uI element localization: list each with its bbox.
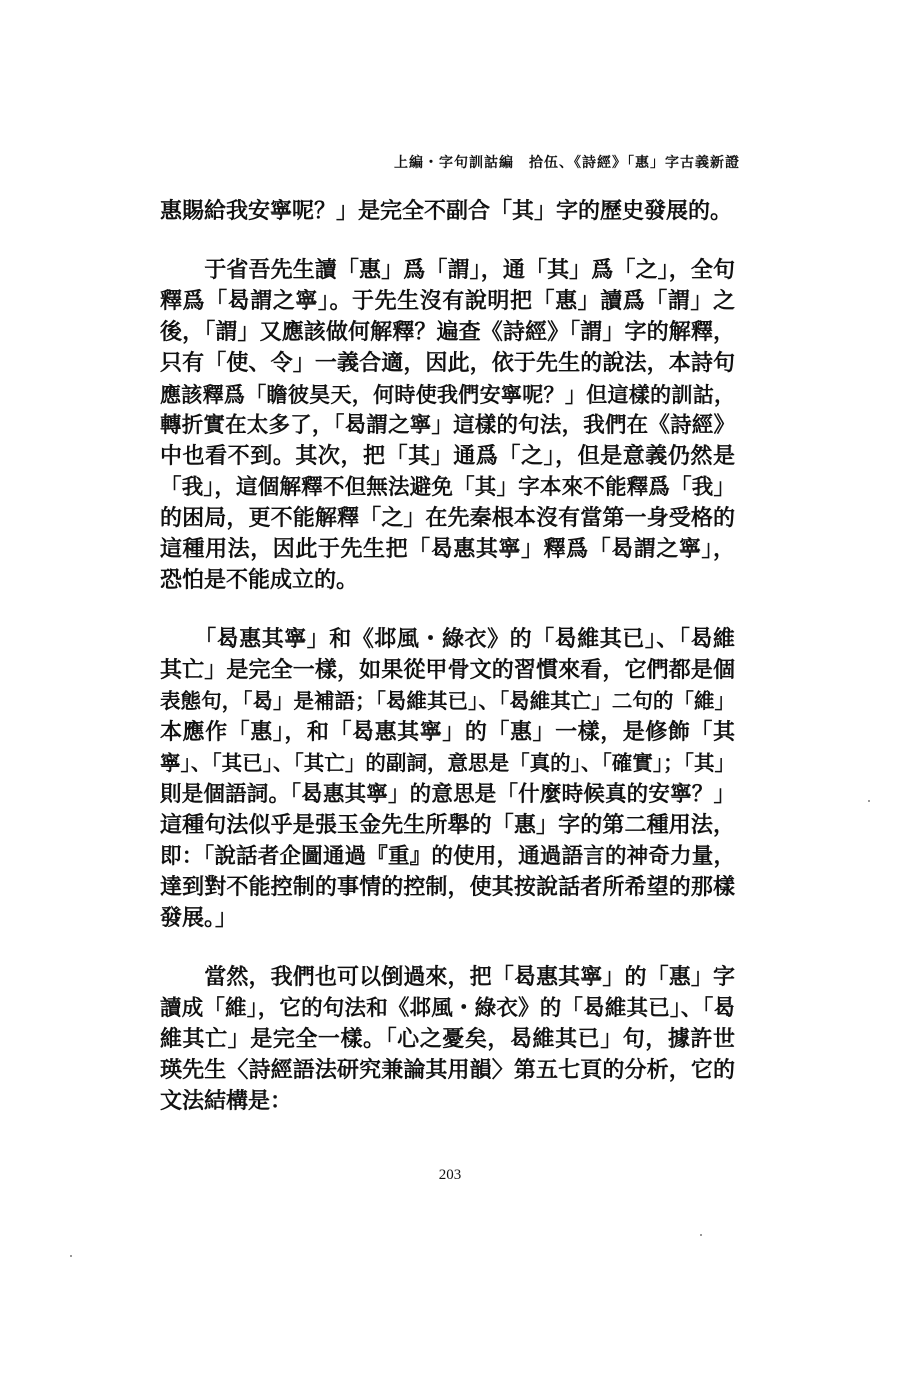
text-line: 其亡」是完全一樣，如果從甲骨文的習慣來看，它們都是個 — [160, 657, 735, 683]
text-line: 的困局，更不能解釋「之」在先秦根本沒有當第一身受格的 — [160, 505, 735, 531]
page-number: 203 — [438, 1167, 462, 1183]
text-line: 轉折實在太多了，「曷謂之寧」這樣的句法，我們在《詩經》 — [160, 413, 735, 438]
text-line: 即：「說話者企圖通過『重』的使用，通過語言的神奇力量， — [160, 844, 735, 869]
body-text — [160, 196, 735, 1117]
text-line: 這種用法，因此于先生把「曷惠其寧」釋爲「曷謂之寧」， — [160, 536, 735, 562]
scan-speck — [868, 800, 870, 802]
text-line: 表態句，「曷」是補語；「曷維其已」、「曷維其亡」二句的「維」 — [160, 689, 735, 713]
text-line: 這種句法似乎是張玉金先生所舉的「惠」字的第二種用法， — [160, 812, 735, 838]
text-line: 「曷惠其寧」和《邶風・綠衣》的「曷維其已」、「曷維 — [160, 626, 735, 652]
text-line: 釋爲「曷謂之寧」。于先生沒有說明把「惠」讀爲「謂」之 — [160, 288, 735, 314]
text-line: 惠賜給我安寧呢？」是完全不副合「其」字的歷史發展的。 — [160, 198, 733, 224]
text-line: 「我」，這個解釋不但無法避免「其」字本來不能釋爲「我」 — [160, 475, 735, 500]
text-line: 發展。」 — [160, 905, 238, 931]
text-line: 後，「謂」又應該做何解釋？遍查《詩經》「謂」字的解釋， — [160, 319, 735, 345]
text-line: 則是個語詞。「曷惠其寧」的意思是「什麼時候真的安寧？」 — [160, 782, 735, 807]
text-line: 中也看不到。其次，把「其」通爲「之」，但是意義仍然是 — [160, 443, 735, 469]
paragraph — [160, 196, 735, 227]
text-line: 只有「使、令」一義合適，因此，依于先生的說法，本詩句 — [160, 350, 735, 376]
text-line: 讀成「維」，它的句法和《邶風・綠衣》的「曷維其已」、「曷 — [160, 996, 735, 1021]
text-line: 達到對不能控制的事情的控制，使其按說話者所希望的那樣 — [160, 874, 735, 900]
running-header: 上編・字句訓詁編 拾伍、《詩經》「惠」字古義新證 — [394, 155, 740, 171]
scan-speck — [70, 1255, 72, 1257]
text-line: 寧」、「其已」、「其亡」的副詞，意思是「真的」、「確實」；「其」 — [160, 751, 735, 775]
text-line: 應該釋爲「瞻彼昊天，何時使我們安寧呢？」但這樣的訓詁， — [160, 382, 735, 407]
text-line: 本應作「惠」，和「曷惠其寧」的「惠」一樣，是修飾「其 — [160, 719, 735, 745]
paragraph — [160, 962, 735, 1117]
text-line: 維其亡」是完全一樣。「心之憂矣，曷維其已」句，據許世 — [160, 1026, 735, 1052]
text-line: 瑛先生〈詩經語法研究兼論其用韻〉第五七頁的分析，它的 — [160, 1057, 735, 1083]
text-line: 恐怕是不能成立的。 — [160, 567, 359, 593]
text-line: 文法結構是： — [160, 1088, 293, 1114]
scan-speck — [700, 1234, 702, 1236]
paragraph — [160, 624, 735, 934]
paragraph — [160, 255, 735, 596]
text-line: 于省吾先生讀「惠」爲「謂」，通「其」爲「之」，全句 — [160, 257, 735, 283]
text-line: 當然，我們也可以倒過來，把「曷惠其寧」的「惠」字 — [160, 964, 735, 990]
